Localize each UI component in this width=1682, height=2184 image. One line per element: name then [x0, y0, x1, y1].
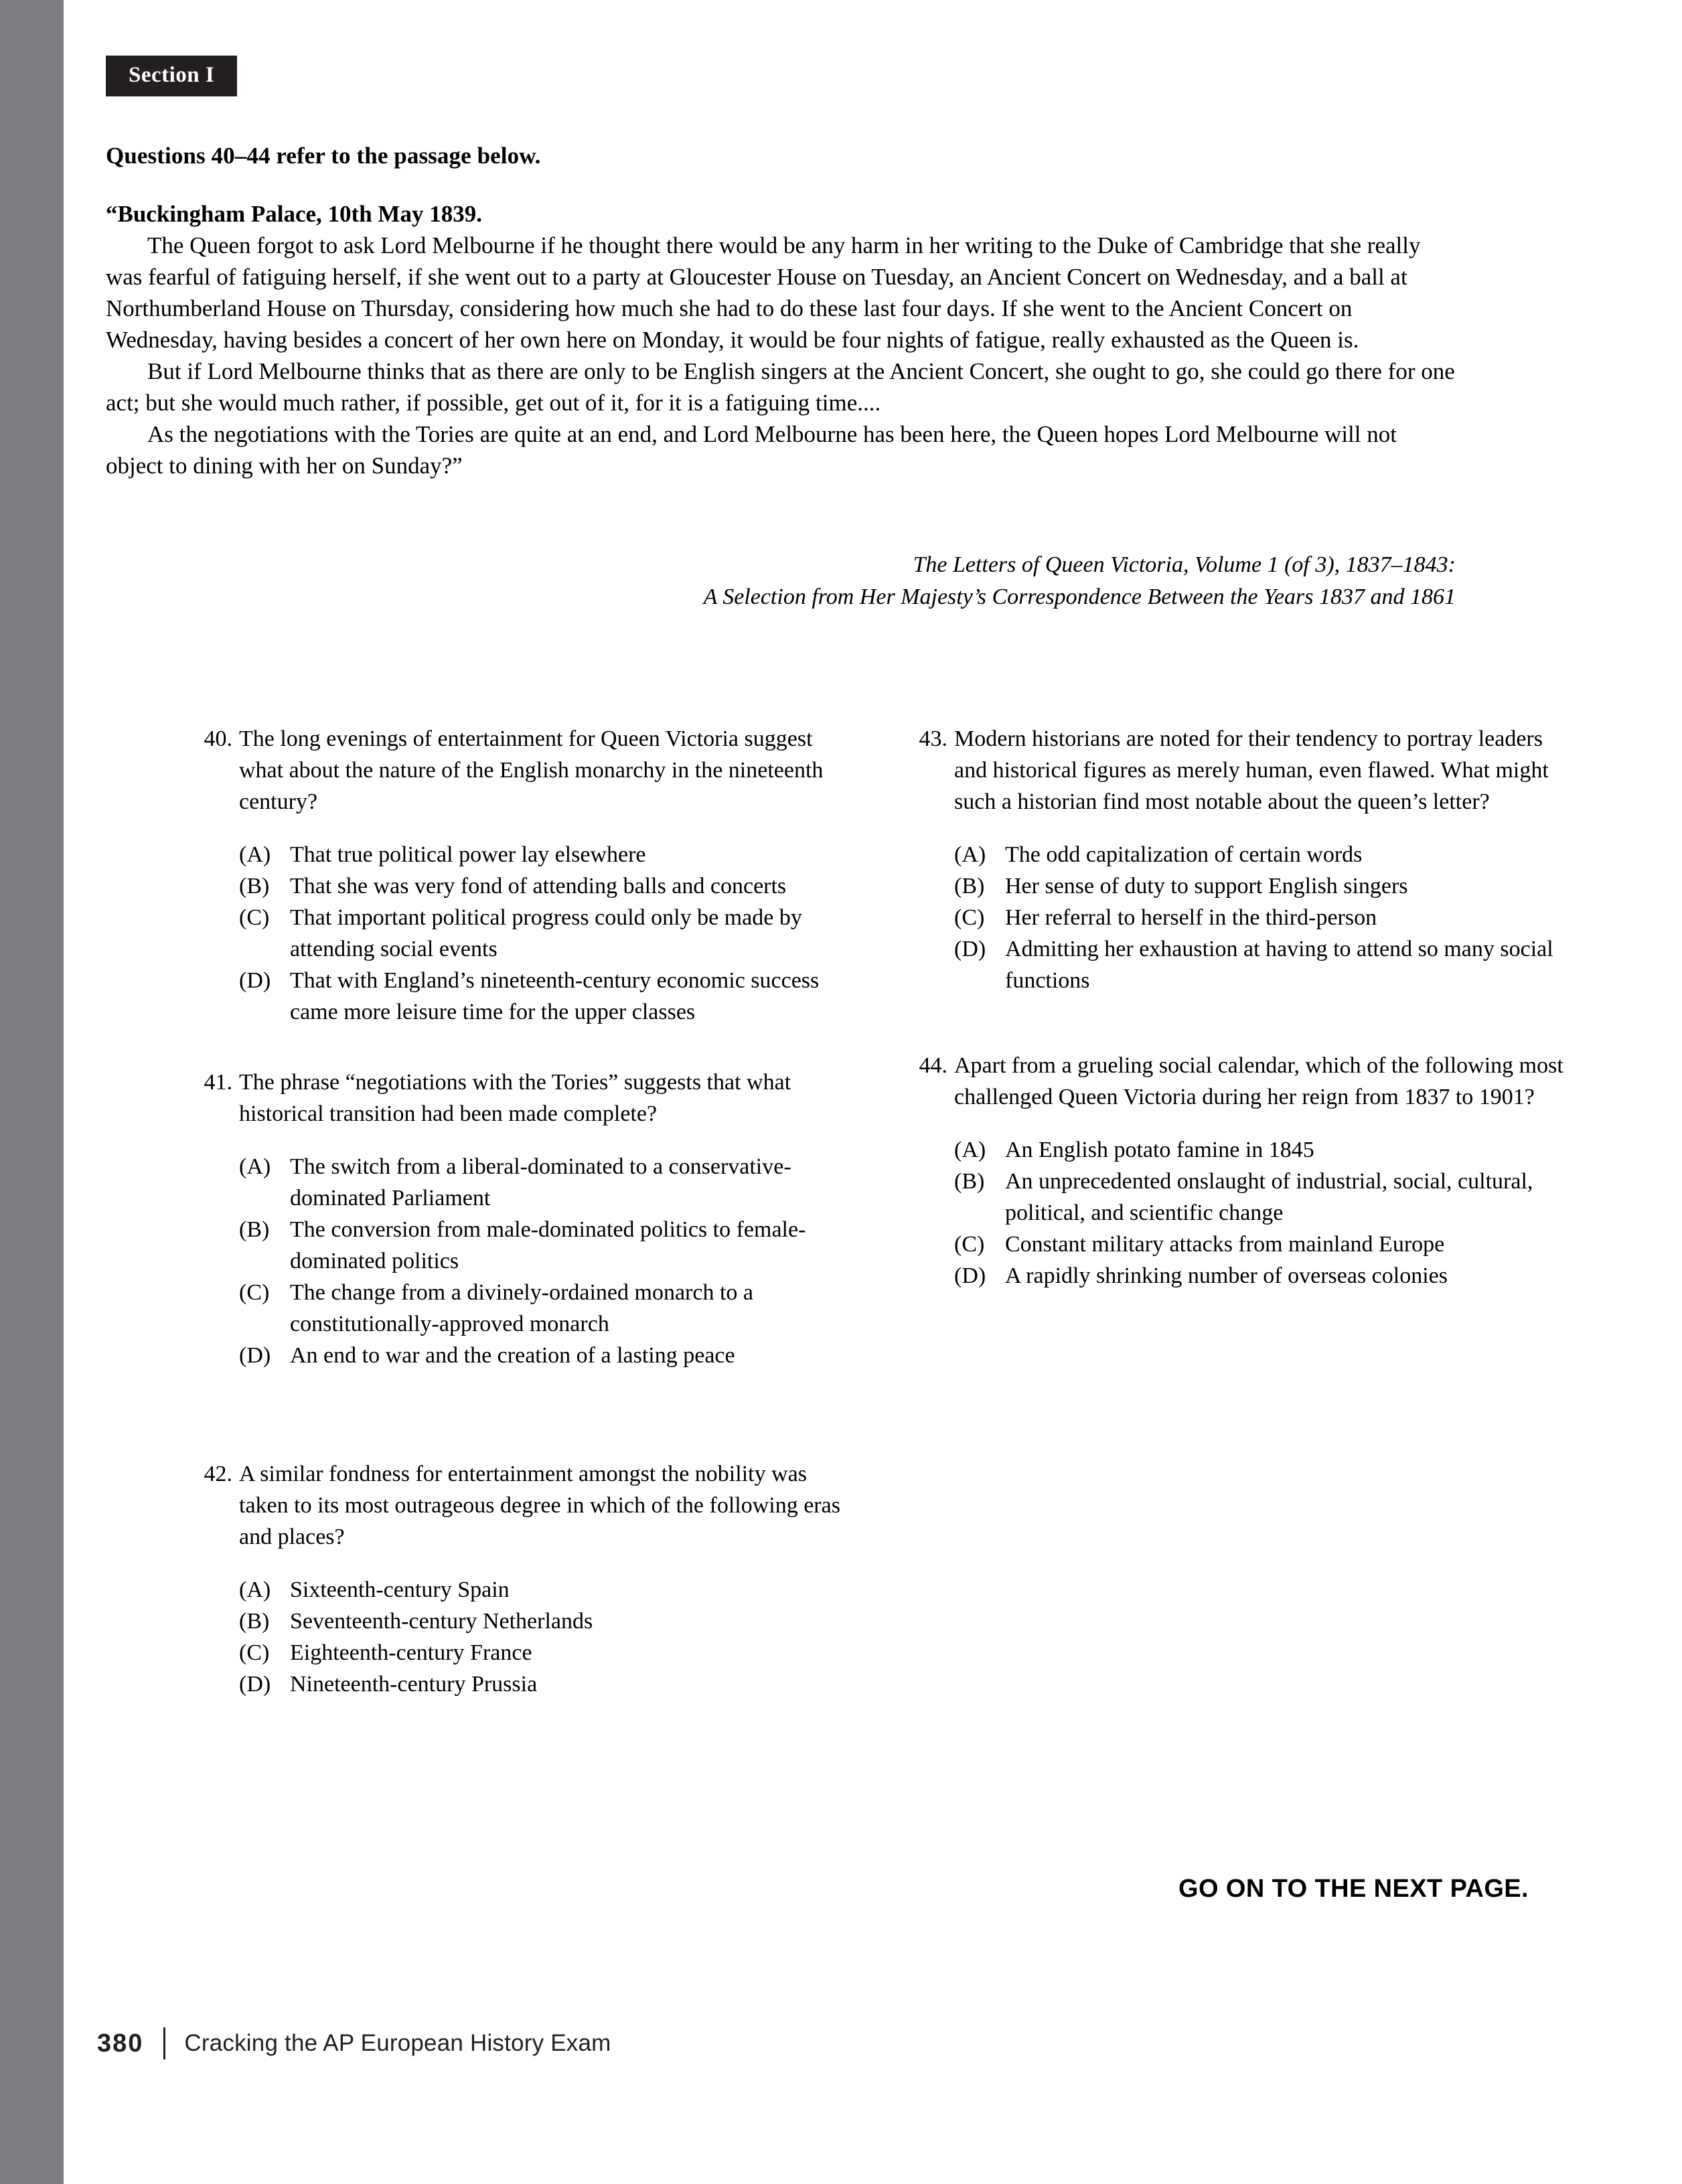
choice-letter: (B) — [239, 1217, 270, 1242]
question-stem — [191, 1458, 854, 1553]
question-number: 41. — [204, 1070, 232, 1095]
question-text: The phrase “negotiations with the Tories” suggests that what historical transition had been made complete? — [239, 1070, 791, 1126]
answer-choice-b[interactable] — [954, 1166, 1569, 1229]
answer-choice-d[interactable] — [239, 1668, 854, 1700]
answer-choice-c[interactable] — [954, 1229, 1569, 1260]
answer-choice-b[interactable] — [239, 870, 854, 902]
answer-choice-c[interactable] — [239, 1637, 854, 1668]
choice-text: A rapidly shrinking number of overseas colonies — [1005, 1263, 1448, 1288]
choice-letter: (B) — [954, 874, 985, 899]
section-tag: Section I — [106, 56, 237, 96]
question-number: 44. — [919, 1053, 947, 1078]
question-gap — [906, 996, 1569, 1050]
answer-choice-b[interactable] — [239, 1606, 854, 1637]
question-43 — [906, 723, 1569, 996]
answer-choices — [191, 1151, 854, 1371]
answer-choice-d[interactable] — [239, 965, 854, 1028]
choice-text: An end to war and the creation of a lasting peace — [290, 1343, 735, 1368]
choice-letter: (C) — [239, 1640, 270, 1665]
question-text: Modern historians are noted for their tendency to portray leaders and historical figures as merely human, even flawed. What might such a historian find most notable about the queen’s letter? — [954, 726, 1549, 814]
question-column-right — [906, 723, 1569, 1292]
choice-letter: (D) — [954, 1263, 986, 1288]
choice-letter: (B) — [239, 1609, 270, 1634]
question-44 — [906, 1050, 1569, 1292]
choice-text: Seventeenth-century Netherlands — [290, 1609, 593, 1634]
choice-letter: (B) — [954, 1169, 985, 1194]
answer-choice-d[interactable] — [954, 933, 1569, 996]
footer-divider — [163, 2027, 165, 2059]
choice-letter: (D) — [239, 1343, 271, 1368]
choice-text: The odd capitalization of certain words — [1005, 842, 1363, 867]
go-on-notice: GO ON TO THE NEXT PAGE. — [1178, 1875, 1529, 1903]
answer-choice-b[interactable] — [954, 870, 1569, 902]
choice-letter: (A) — [239, 1154, 271, 1179]
answer-choices — [191, 1574, 854, 1700]
answer-choice-a[interactable] — [239, 839, 854, 870]
question-40 — [191, 723, 854, 1028]
answer-choice-a[interactable] — [239, 1574, 854, 1606]
passage-paragraph: But if Lord Melbourne thinks that as there are only to be English singers at the Ancient Concert, she ought to go, she could go there for one act; but she would much rather, if possible, get out of it, for it is a fatiguing time.... — [106, 358, 1455, 416]
answer-choice-d[interactable] — [239, 1340, 854, 1371]
choice-letter: (B) — [239, 874, 270, 899]
answer-choice-d[interactable] — [954, 1260, 1569, 1292]
choice-letter: (D) — [954, 937, 986, 961]
answer-choices — [906, 839, 1569, 996]
answer-choice-a[interactable] — [954, 1134, 1569, 1166]
question-text: Apart from a grueling social calendar, which of the following most challenged Queen Victoria during her reign from 1837 to 1901? — [954, 1053, 1563, 1109]
choice-text: The switch from a liberal-dominated to a conservative-dominated Parliament — [290, 1154, 791, 1211]
choice-text: Sixteenth-century Spain — [290, 1577, 510, 1602]
question-gap — [191, 1028, 854, 1067]
choice-letter: (C) — [239, 1280, 270, 1305]
answer-choice-c[interactable] — [239, 902, 854, 965]
answer-choice-c[interactable] — [954, 902, 1569, 933]
exam-page — [64, 0, 1682, 2184]
question-stem — [906, 1050, 1569, 1113]
choice-letter: (D) — [239, 1672, 271, 1697]
citation-line-2: A Selection from Her Majesty’s Correspondence Between the Years 1837 and 1861 — [703, 584, 1456, 609]
source-passage — [106, 198, 1455, 481]
choice-letter: (D) — [239, 968, 271, 993]
question-text: The long evenings of entertainment for Queen Victoria suggest what about the nature of the English monarchy in the nineteenth century? — [239, 726, 824, 814]
choice-text: Constant military attacks from mainland Europe — [1005, 1232, 1445, 1257]
question-stem — [906, 723, 1569, 817]
answer-choice-a[interactable] — [954, 839, 1569, 870]
passage-paragraph: As the negotiations with the Tories are quite at an end, and Lord Melbourne has been here, the Queen hopes Lord Melbourne will not object to dining with her on Sunday?” — [106, 421, 1397, 479]
answer-choice-a[interactable] — [239, 1151, 854, 1214]
footer-book-title: Cracking the AP European History Exam — [184, 2030, 611, 2056]
question-gap — [191, 1371, 854, 1458]
answer-choices — [191, 839, 854, 1028]
page-spine-bar — [0, 0, 64, 2184]
question-stem — [191, 723, 854, 817]
choice-text: The conversion from male-dominated politics to female-dominated politics — [290, 1217, 806, 1273]
passage-citation — [518, 549, 1456, 613]
page-footer — [97, 2027, 611, 2059]
choice-letter: (A) — [954, 842, 986, 867]
choice-text: The change from a divinely-ordained monarch to a constitutionally-approved monarch — [290, 1280, 754, 1336]
choice-text: Her sense of duty to support English singers — [1005, 874, 1408, 899]
answer-choices — [906, 1134, 1569, 1292]
question-number: 43. — [919, 726, 947, 751]
choice-text: An unprecedented onslaught of industrial, social, cultural, political, and scientific change — [1005, 1169, 1533, 1225]
question-text: A similar fondness for entertainment amongst the nobility was taken to its most outrageous degree in which of the following eras and places? — [239, 1462, 840, 1549]
footer-page-number: 380 — [97, 2029, 144, 2057]
questions-heading: Questions 40–44 refer to the passage below. — [106, 143, 541, 169]
choice-letter: (C) — [954, 905, 985, 930]
choice-letter: (A) — [954, 1138, 986, 1162]
question-number: 40. — [204, 726, 232, 751]
choice-text: An English potato famine in 1845 — [1005, 1138, 1314, 1162]
question-42 — [191, 1458, 854, 1700]
choice-letter: (C) — [239, 905, 270, 930]
answer-choice-b[interactable] — [239, 1214, 854, 1277]
choice-letter: (A) — [239, 842, 271, 867]
question-column-left — [191, 723, 854, 1700]
passage-paragraph: The Queen forgot to ask Lord Melbourne if he thought there would be any harm in her writing to the Duke of Cambridge that she really was fearful of fatiguing herself, if she went out to a party at Gloucester House on Tuesday, an Ancient Concert on Wednesday, and a ball at Northumberland House on Thursday, considering how much she had to do these last four days. If she went to the Ancient Concert on Wednesday, having besides a concert of her own here on Monday, it would be four nights of fatigue, really exhausted as the Queen is. — [106, 232, 1421, 353]
choice-text: That with England’s nineteenth-century economic success came more leisure time for the upper classes — [290, 968, 820, 1024]
choice-letter: (A) — [239, 1577, 271, 1602]
question-41 — [191, 1067, 854, 1371]
choice-letter: (C) — [954, 1232, 985, 1257]
choice-text: That she was very fond of attending balls and concerts — [290, 874, 787, 899]
choice-text: Eighteenth-century France — [290, 1640, 532, 1665]
question-number: 42. — [204, 1462, 232, 1486]
citation-line-1: The Letters of Queen Victoria, Volume 1 (of 3), 1837–1843: — [913, 552, 1456, 577]
answer-choice-c[interactable] — [239, 1277, 854, 1340]
passage-dateline: “Buckingham Palace, 10th May 1839. — [106, 201, 482, 227]
choice-text: Admitting her exhaustion at having to attend so many social functions — [1005, 937, 1553, 993]
choice-text: That important political progress could only be made by attending social events — [290, 905, 802, 961]
choice-text: Nineteenth-century Prussia — [290, 1672, 538, 1697]
question-stem — [191, 1067, 854, 1129]
choice-text: That true political power lay elsewhere — [290, 842, 646, 867]
choice-text: Her referral to herself in the third-person — [1005, 905, 1377, 930]
